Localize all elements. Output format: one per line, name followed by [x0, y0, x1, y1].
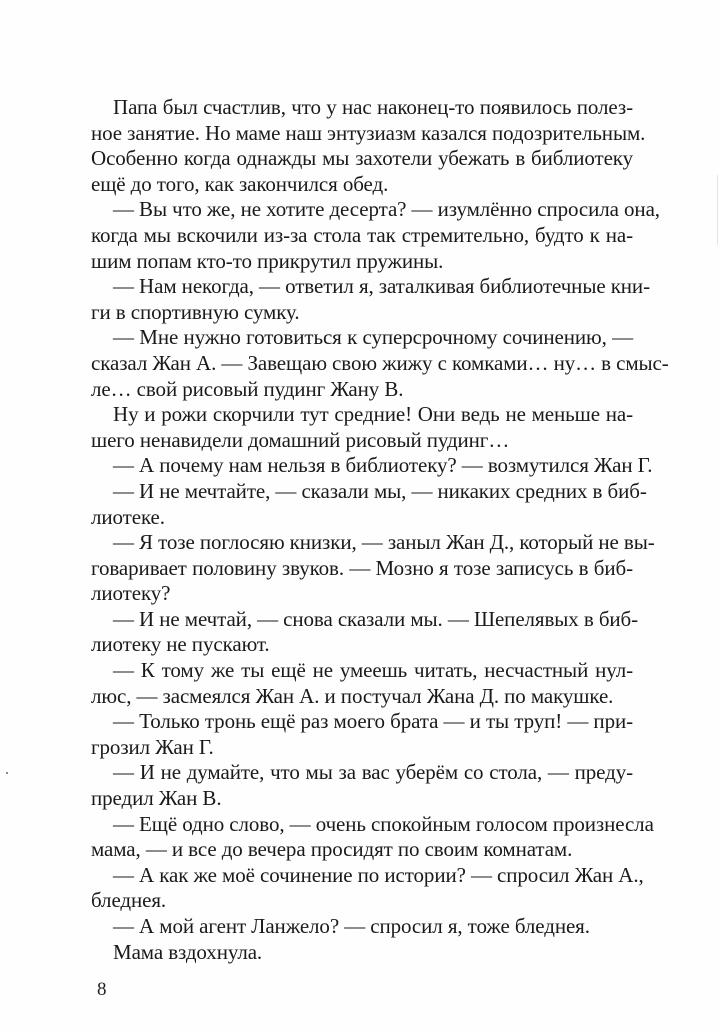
text-line: когда мы вскочили из-за стола так стремительно, будто к на- — [91, 222, 633, 247]
text-line: — Ещё одно слово, — очень спокойным голосом произнесла — [113, 811, 654, 836]
text-line: — Только тронь ещё раз моего брата — и ты труп! — при- — [113, 709, 633, 734]
text-line: — А как же моё сочинение по истории? — спросил Жан А., — [113, 862, 644, 887]
page-edge-mark — [717, 175, 718, 245]
text-line: ле… свой рисовый пудинг Жану В. — [91, 376, 404, 401]
text-line: Папа был счастлив, что у нас наконец-то появилось полез- — [113, 95, 633, 119]
scan-speck — [6, 772, 8, 774]
text-line: — Мне нужно готовиться к суперсрочному сочинению, — — [113, 325, 633, 350]
text-line: — Нам некогда, — ответил я, заталкивая библиотечные кни- — [113, 274, 650, 299]
text-line: грозил Жан Г. — [91, 734, 214, 759]
text-line: — А мой агент Ланжело? — спросил я, тоже бледнея. — [113, 914, 590, 938]
text-line: — И не мечтайте, — сказали мы, — никаких средних в биб- — [113, 478, 647, 503]
text-line: шим попам кто-то прикрутил пружины. — [91, 248, 444, 273]
text-line: предил Жан В. — [91, 786, 222, 811]
text-line: — И не мечтай, — снова сказали мы. — Шепелявых в биб- — [113, 606, 639, 631]
text-line: — Вы что же, не хотите десерта? — изумлённо спросила она, — [113, 197, 660, 222]
text-line: — И не думайте, что мы за вас уберём со стола, — преду- — [113, 760, 633, 785]
text-line: Ну и рожи скорчили тут средние! Они ведь не меньше на- — [113, 402, 633, 427]
text-line: говаривает половину звуков. — Мозно я тозе записусь в биб- — [91, 555, 633, 580]
page-number: 8 — [97, 979, 107, 1000]
text-line: ное занятие. Но маме наш энтузиазм казался подозрительным. — [91, 120, 646, 145]
text-line: шего ненавидели домашний рисовый пудинг… — [91, 427, 510, 452]
text-line: лиотеку не пускают. — [91, 632, 270, 657]
text-line: сказал Жан А. — Завещаю свою жижу с комками… ну… в смыс- — [91, 350, 669, 375]
text-line: Особенно когда однажды мы захотели убежать в библиотеку — [91, 146, 633, 171]
body-text — [91, 95, 669, 965]
text-line: — К тому же ты ещё не умеешь читать, несчастный нул- — [113, 658, 633, 683]
text-line: лиотеку? — [91, 581, 171, 606]
text-line: лиотеке. — [91, 504, 165, 529]
text-line: — А почему нам нельзя в библиотеку? — возмутился Жан Г. — [113, 453, 653, 478]
text-line: мама, — и все до вечера просидят по своим комнатам. — [91, 837, 573, 862]
text-line: люс, — засмеялся Жан А. и постучал Жана Д. по макушке. — [91, 683, 614, 708]
text-line: Мама вздохнула. — [113, 939, 263, 964]
text-line: — Я тозе поглосяю книзки, — заныл Жан Д., который не вы- — [113, 530, 655, 555]
text-line: ещё до того, как закончился обед. — [91, 171, 389, 196]
text-line: ги в спортивную сумку. — [91, 299, 300, 324]
text-line: бледнея. — [91, 888, 167, 913]
